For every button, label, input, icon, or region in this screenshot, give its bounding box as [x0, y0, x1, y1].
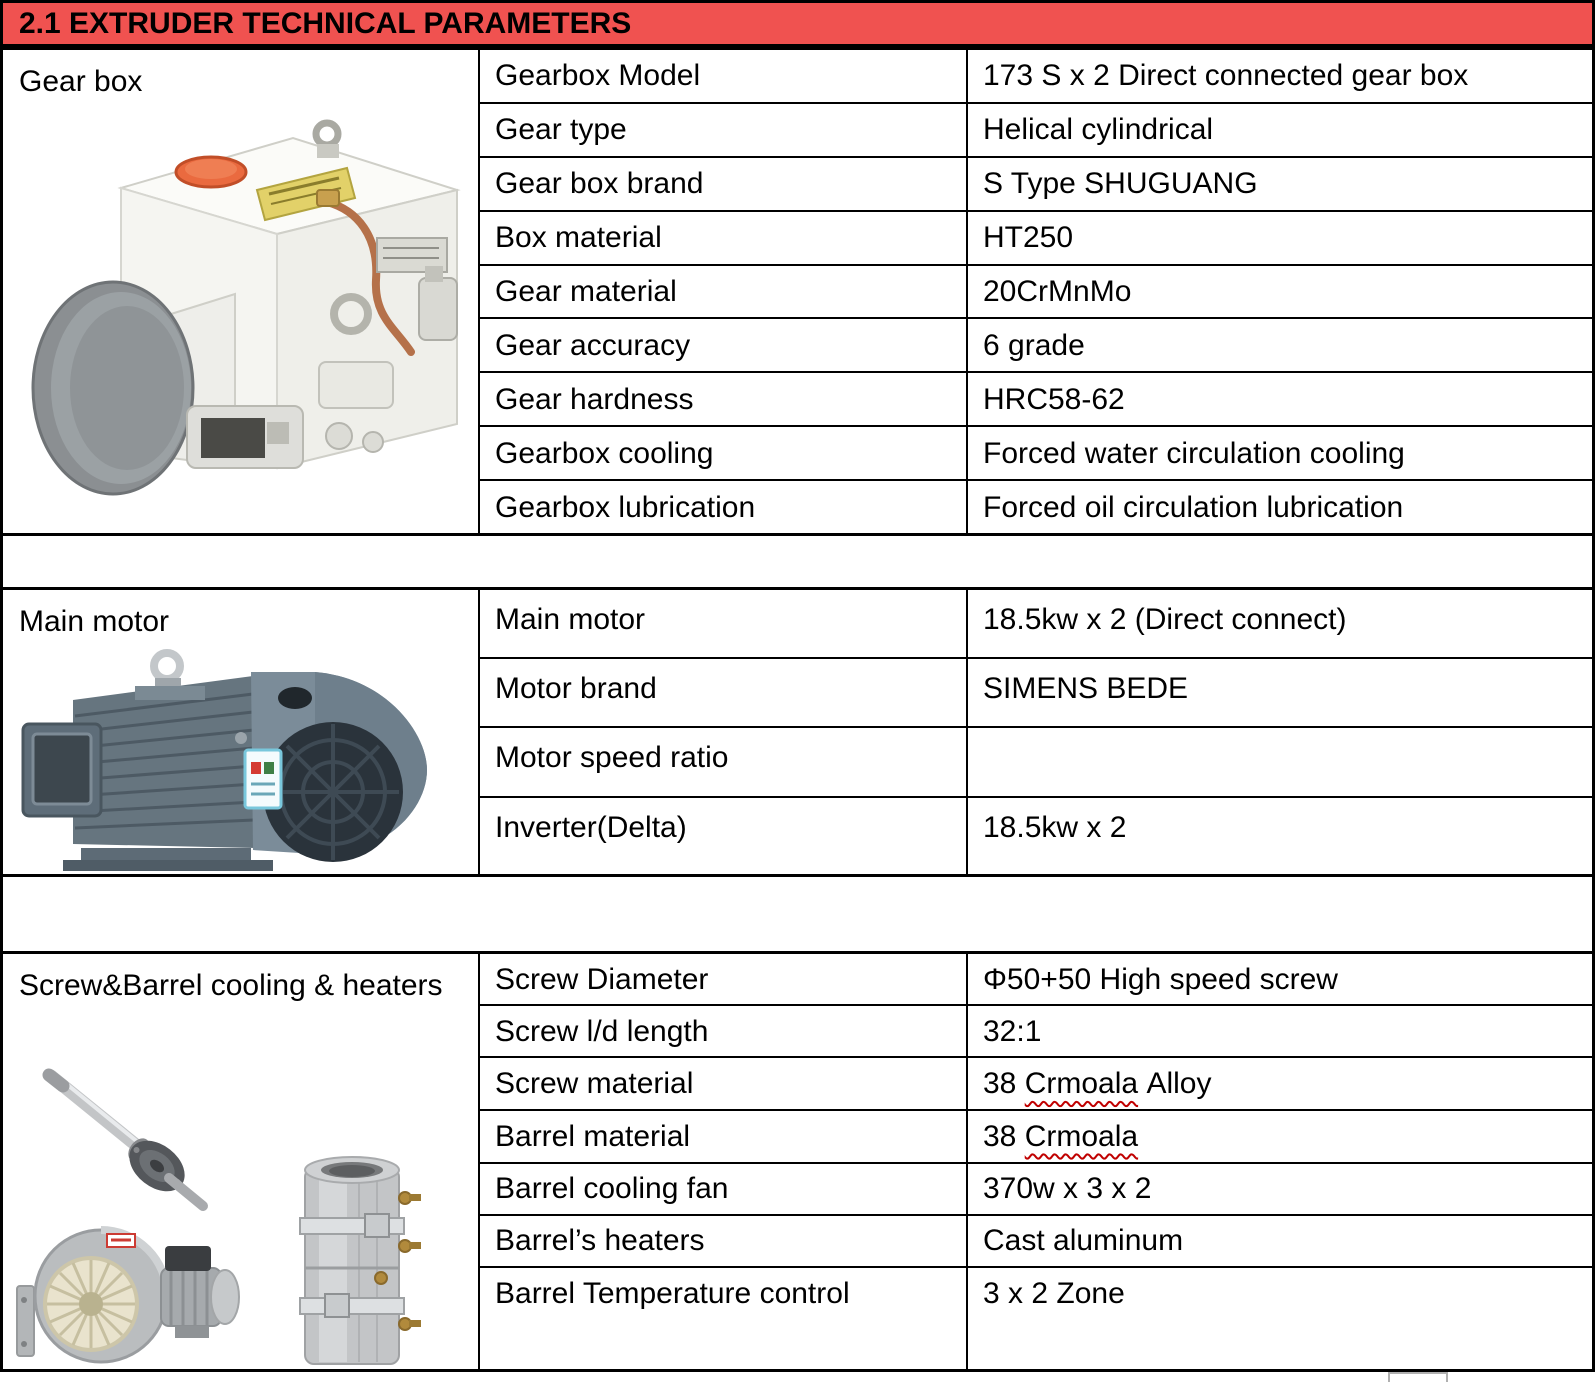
- param-label: Gear accuracy: [480, 319, 966, 371]
- param-value: 370w x 3 x 2: [968, 1164, 1592, 1214]
- param-value: SIMENS BEDE: [968, 659, 1592, 726]
- main-motor-section-label: Main motor: [19, 605, 170, 638]
- param-value: HRC58-62: [968, 373, 1592, 425]
- param-label: Inverter(Delta): [480, 798, 966, 874]
- param-label: Gear box brand: [480, 158, 966, 210]
- param-label: Barrel cooling fan: [480, 1164, 966, 1214]
- param-value: S Type SHUGUANG: [968, 158, 1592, 210]
- screw-barrel-section-label: Screw&Barrel cooling & heaters: [19, 969, 443, 1002]
- param-value: [968, 1058, 1592, 1109]
- param-label: Barrel material: [480, 1111, 966, 1161]
- param-value: [968, 1111, 1592, 1161]
- param-value: Φ50+50 High speed screw: [968, 954, 1592, 1004]
- param-value: 18.5kw x 2: [968, 798, 1592, 874]
- param-label: Gear material: [480, 266, 966, 318]
- param-label: Motor brand: [480, 659, 966, 726]
- param-value: Forced water circulation cooling: [968, 427, 1592, 479]
- value-text: 38: [983, 1067, 1025, 1101]
- param-value: Forced oil circulation lubrication: [968, 481, 1592, 533]
- param-value: 6 grade: [968, 319, 1592, 371]
- param-label: Gearbox Model: [480, 50, 966, 102]
- param-label: Gearbox cooling: [480, 427, 966, 479]
- param-value: HT250: [968, 212, 1592, 264]
- param-value: Helical cylindrical: [968, 104, 1592, 156]
- value-text: Alloy: [1138, 1067, 1212, 1101]
- param-value: Cast aluminum: [968, 1216, 1592, 1266]
- screw-photo: [31, 1062, 236, 1217]
- param-label: Box material: [480, 212, 966, 264]
- page-title: 2.1 EXTRUDER TECHNICAL PARAMETERS: [19, 6, 632, 40]
- section-gap: [0, 536, 1595, 587]
- main-motor-section: [0, 587, 1595, 877]
- gearbox-section: [0, 47, 1595, 536]
- screw-barrel-section: [0, 951, 1595, 1372]
- section-title-bar: [0, 0, 1595, 47]
- param-label: Barrel Temperature control: [480, 1268, 966, 1369]
- value-text: 38: [983, 1119, 1025, 1153]
- cooling-fan-photo: [15, 1212, 250, 1369]
- param-label: Screw Diameter: [480, 954, 966, 1004]
- param-label: Main motor: [480, 590, 966, 657]
- heater-photo: [285, 1146, 435, 1369]
- param-value: 3 x 2 Zone: [968, 1268, 1592, 1369]
- next-page-fragment: [1388, 1372, 1448, 1382]
- param-label: Screw l/d length: [480, 1006, 966, 1056]
- param-value: 18.5kw x 2 (Direct connect): [968, 590, 1592, 657]
- param-label: Barrel’s heaters: [480, 1216, 966, 1266]
- section-gap: [0, 877, 1595, 951]
- gearbox-name-cell: [3, 50, 478, 533]
- param-value: 173 S x 2 Direct connected gear box: [968, 50, 1592, 102]
- param-label: Motor speed ratio: [480, 728, 966, 796]
- param-label: Gearbox lubrication: [480, 481, 966, 533]
- param-label: Gear hardness: [480, 373, 966, 425]
- param-value: 20CrMnMo: [968, 266, 1592, 318]
- main-motor-photo: [15, 642, 455, 874]
- misspelled-word: Crmoala: [1024, 1119, 1139, 1153]
- misspelled-word: Crmoala: [1024, 1067, 1139, 1101]
- param-label: Gear type: [480, 104, 966, 156]
- param-value: [968, 728, 1592, 796]
- screw-barrel-name-cell: [3, 954, 478, 1369]
- main-motor-name-cell: [3, 590, 478, 874]
- gearbox-section-label: Gear box: [19, 65, 143, 98]
- param-value: 32:1: [968, 1006, 1592, 1056]
- gearbox-photo: [21, 106, 466, 531]
- param-label: Screw material: [480, 1058, 966, 1109]
